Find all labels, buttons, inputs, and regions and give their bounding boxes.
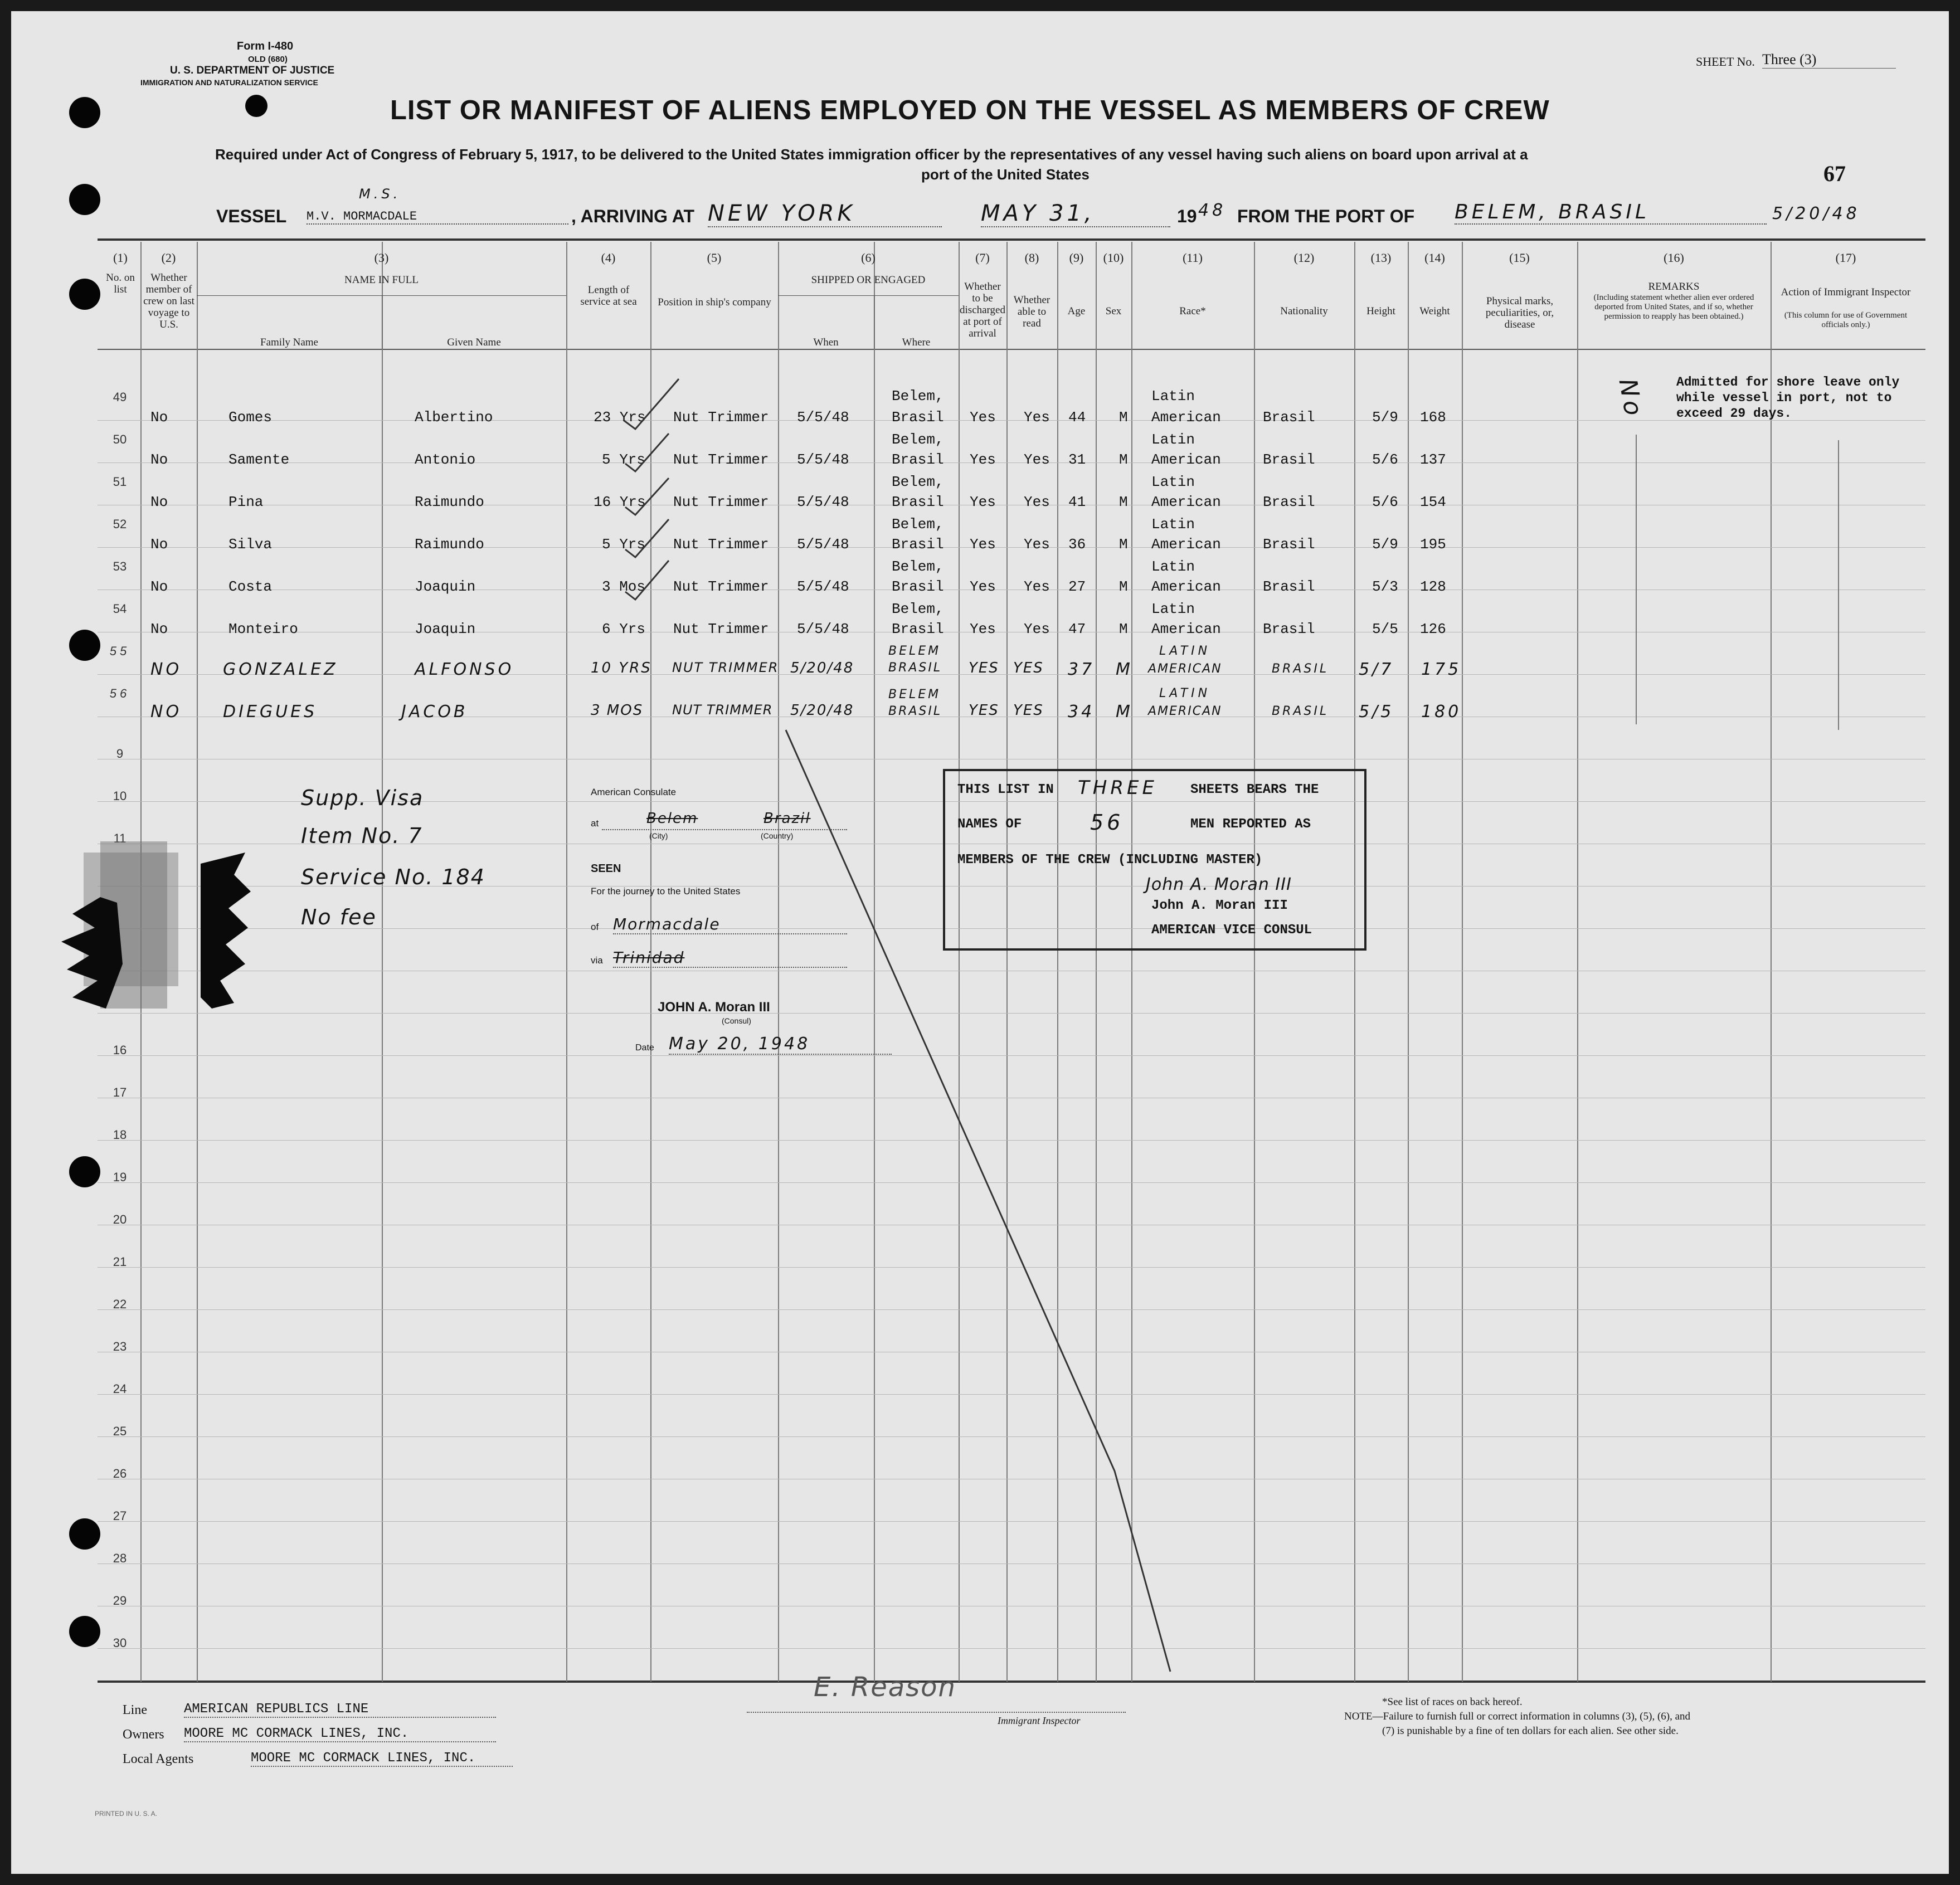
column-header-last-voyage: Whether member of crew on last voyage to U.S. [143,272,194,330]
cell-where: BELEM [888,688,941,702]
row-number: 16 [113,1043,127,1057]
cell-race: Latin [1151,431,1195,448]
cell-given-name: Joaquin [415,621,476,637]
consulate-country-label: (Country) [761,831,794,840]
cell-race: AMERICAN [1148,704,1222,718]
cell-family-name: DIEGUES [223,702,318,722]
remarks-note: (Including statement whether alien ever ordered deported from United States, and if so, whether permission to reapply has been obtained.) [1593,293,1754,321]
row-number: 21 [113,1255,127,1269]
row-number: 11 [113,831,127,845]
cell-given-name: Joaquin [415,578,476,595]
action-ditto-line [1838,440,1839,730]
punch-hole [69,97,100,128]
shipped-subheader-rule [778,295,959,296]
row-rule [98,547,1925,548]
row-number: 22 [113,1297,127,1311]
cell-nationality: Brasil [1263,578,1315,595]
cell-family-name: Monteiro [228,621,298,637]
column-divider [1462,242,1463,1682]
cell-where: BRASIL [888,661,942,675]
row-number: 28 [113,1551,127,1565]
cell-given-name: Albertino [415,409,493,426]
cell-race: AMERICAN [1148,662,1222,676]
footer-agents-value: MOORE MC CORMACK LINES, INC. [251,1751,513,1767]
cell-discharged: Yes [970,536,996,553]
visa-note-line1: Supp. Visa [301,786,424,810]
cell-given-name: Raimundo [415,494,484,510]
consulate-of-label: of [591,922,599,932]
cell-sex: M [1119,409,1128,426]
cell-when: 5/20/48 [790,702,854,719]
from-port: BELEM, BRASIL [1455,201,1767,225]
consul-label: (Consul) [722,1016,751,1025]
row-number: 55 [109,644,130,658]
cell-family-name: Gomes [228,409,273,426]
cell-where: Brasil [892,536,944,553]
certificate-line1-label: THIS LIST IN [957,782,1054,797]
sheet-number: Three (3) [1762,51,1896,69]
cell-position: Nut Trimmer [673,536,769,553]
cell-weight: 128 [1420,578,1446,595]
column-divider [566,242,567,1682]
row-number: 53 [113,559,127,573]
cell-height: 5/5 [1372,621,1398,637]
column-header-service: Length of service at sea [580,284,637,308]
table-top-rule [98,238,1925,241]
certificate-crew-count: 56 [1090,810,1124,835]
cell-when: 5/20/48 [790,660,854,676]
column-number: (5) [707,251,722,265]
cell-sex: M [1116,660,1133,679]
cell-age: 41 [1068,494,1086,510]
cell-race: American [1151,451,1221,468]
footer-agents-label: Local Agents [123,1752,194,1766]
consulate-city-label: (City) [649,831,668,840]
cell-where: Brasil [892,621,944,637]
cell-read: YES [1013,702,1044,719]
column-header-weight: Weight [1419,305,1450,317]
certificate-signer: John A. Moran III [1151,898,1288,913]
remarks-handwritten: No [1613,376,1648,421]
cell-last-voyage: No [150,578,168,595]
page-number: 67 [1823,161,1846,186]
form-title: LIST OR MANIFEST OF ALIENS EMPLOYED ON THE VESSEL AS MEMBERS OF CREW [390,95,1550,125]
form-subtitle-2: port of the United States [921,166,1090,183]
column-header-read: Whether able to read [1013,294,1050,329]
cell-sex: M [1119,621,1128,637]
cell-position: Nut Trimmer [673,621,769,637]
consulate-seen: SEEN [591,863,621,875]
cell-last-voyage: No [150,621,168,637]
column-number: (9) [1069,251,1084,265]
punch-hole [69,184,100,215]
cell-service: 3 Mos [602,578,646,595]
cell-service: 5 Yrs [602,451,646,468]
consulate-via-label: via [591,955,603,966]
consulate-journey: For the journey to the United States [591,886,741,897]
cell-discharged: Yes [970,621,996,637]
cell-where: Belem, [892,601,944,617]
cell-race: LATIN [1159,686,1211,700]
cell-family-name: GONZALEZ [223,660,338,679]
cell-height: 5/9 [1372,536,1398,553]
row-number: 18 [113,1128,127,1142]
column-number: (15) [1509,251,1530,265]
row-number: 19 [113,1170,127,1184]
cell-last-voyage: NO [150,660,182,679]
cell-service: 6 Yrs [602,621,646,637]
cell-service: 10 YRS [591,660,652,676]
column-divider [1354,242,1355,1682]
column-divider [1408,242,1409,1682]
visa-note-line4: No fee [301,905,377,929]
row-number: 9 [116,747,124,761]
footer-note-penalty-2: (7) is punishable by a fine of ten dollars for each alien. See other side. [1382,1725,1679,1737]
column-number: (17) [1835,251,1856,265]
year-prefix: 19 [1177,206,1197,226]
cell-race: American [1151,536,1221,553]
certificate-line2-label: NAMES OF [957,817,1022,832]
cell-family-name: Pina [228,494,264,510]
check-marks [613,368,702,602]
footer-owners-label: Owners [123,1727,164,1742]
row-number: 24 [113,1382,127,1396]
cell-where: Brasil [892,451,944,468]
cell-race: Latin [1151,474,1195,490]
visa-note-line3: Service No. 184 [301,865,485,889]
manifest-sheet [11,11,1949,1874]
cell-when: 5/5/48 [797,621,849,637]
cell-last-voyage: NO [150,702,182,722]
column-number: (4) [601,251,616,265]
certificate-title: AMERICAN VICE CONSUL [1151,923,1312,938]
cell-service: 5 Yrs [602,536,646,553]
cell-nationality: BRASIL [1272,662,1329,676]
cell-age: 36 [1068,536,1086,553]
punch-hole [69,1518,100,1550]
vessel-correction: M.S. [359,186,401,202]
row-number: 51 [113,475,127,489]
row-rule [98,674,1925,675]
from-date: 5/20/48 [1772,204,1860,223]
punch-hole [69,1616,100,1647]
cell-last-voyage: No [150,536,168,553]
cell-read: Yes [1024,451,1050,468]
cell-discharged: Yes [970,494,996,510]
column-header-name: NAME IN FULL [344,274,419,286]
footer-owners-value: MOORE MC CORMACK LINES, INC. [184,1726,496,1742]
cell-discharged: Yes [970,451,996,468]
column-header-remarks: REMARKS [1648,281,1700,293]
cell-weight: 137 [1420,451,1446,468]
column-header-physical-marks: Physical marks, peculiarities, or, disease [1485,295,1554,330]
cell-age: 37 [1068,660,1095,679]
cell-race: LATIN [1159,644,1211,658]
cell-where: Belem, [892,516,944,533]
consulate-at-label: at [591,818,599,829]
cell-sex: M [1119,536,1128,553]
row-number: 49 [113,390,127,404]
cell-discharged: YES [969,660,999,676]
inspector-line [747,1712,1126,1713]
cell-given-name: ALFONSO [415,660,514,679]
punch-hole [69,279,100,310]
column-number: (10) [1103,251,1124,265]
cell-discharged: Yes [970,578,996,595]
consulate-via-value: Trinidad [613,948,847,968]
footer-note-races: *See list of races on back hereof. [1382,1696,1523,1708]
column-header-action: Action of Immigrant Inspector [1781,286,1911,298]
cell-height: 5/7 [1359,660,1394,679]
punch-hole [245,95,268,117]
sheet-label: SHEET No. [1696,55,1755,69]
column-divider [1254,242,1255,1682]
row-number: 56 [109,686,130,700]
cell-age: 47 [1068,621,1086,637]
visa-note-line2: Item No. 7 [301,824,423,848]
inspector-signature: E. Reason [814,1672,956,1703]
column-number: (1) [113,251,128,265]
cell-read: Yes [1024,578,1050,595]
cell-family-name: Silva [228,536,273,553]
cell-where: Belem, [892,388,944,405]
cell-sex: M [1119,494,1128,510]
cell-position: Nut Trimmer [673,451,769,468]
cell-when: 5/5/48 [797,451,849,468]
cell-height: 5/6 [1372,494,1398,510]
cell-race: Latin [1151,558,1195,575]
cell-race: American [1151,494,1221,510]
column-divider [1577,242,1578,1682]
cell-weight: 195 [1420,536,1446,553]
vessel-name: M.V. MORMACDALE [307,210,568,225]
cell-last-voyage: No [150,494,168,510]
cell-nationality: Brasil [1263,621,1315,637]
action-note: (This column for use of Government officials only.) [1784,311,1908,329]
cell-position: Nut Trimmer [673,409,769,426]
cell-age: 31 [1068,451,1086,468]
certificate-line2-tail: MEN REPORTED AS [1190,817,1311,832]
cell-given-name: Raimundo [415,536,484,553]
remarks-ditto-line [1636,435,1637,724]
column-number: (2) [161,251,176,265]
cell-discharged: YES [969,702,999,719]
cell-weight: 168 [1420,409,1446,426]
inspector-label: Immigrant Inspector [998,1715,1081,1726]
cell-height: 5/6 [1372,451,1398,468]
row-number: 23 [113,1340,127,1353]
column-divider [382,242,383,1682]
form-number: Form I-480 [237,40,294,52]
form-old-number: OLD (680) [248,55,288,64]
consulate-line [602,829,847,830]
subheader-given-name: Given Name [447,337,501,348]
row-number: 50 [113,432,127,446]
cell-age: 34 [1068,702,1095,722]
cell-position: Nut Trimmer [673,578,769,595]
cell-when: 5/5/48 [797,578,849,595]
row-number: 17 [113,1085,127,1099]
arriving-label: , ARRIVING AT [571,206,695,226]
certificate-line1-tail: SHEETS BEARS THE [1190,782,1319,797]
cell-where: Brasil [892,409,944,426]
punch-hole [69,630,100,661]
column-divider [1771,242,1772,1682]
vessel-label: VESSEL [216,206,287,226]
subheader-family-name: Family Name [260,337,318,348]
arrival-date: MAY 31, [981,201,1170,227]
cell-read: Yes [1024,494,1050,510]
column-number: (8) [1024,251,1039,265]
row-number: 52 [113,517,127,531]
column-header-discharged: Whether to be discharged at port of arrival [960,281,1005,339]
cell-position: NUT TRIMMER [672,660,779,675]
cell-last-voyage: No [150,409,168,426]
column-header-age: Age [1067,305,1086,317]
consulate-city: Belem [646,810,698,827]
cell-height: 5/5 [1359,702,1394,722]
row-rule [98,462,1925,463]
cell-where: Brasil [892,578,944,595]
cell-height: 5/3 [1372,578,1398,595]
form-subtitle: Required under Act of Congress of February 5, 1917, to be delivered to the United States immigration officer by the representatives of any vessel having such aliens on board upon arrival at a [215,146,1528,163]
cell-race: American [1151,621,1221,637]
subheader-where: Where [902,337,931,348]
cell-weight: 154 [1420,494,1446,510]
fee-stamp-seal [50,830,262,1031]
cell-where: Brasil [892,494,944,510]
cell-read: YES [1013,660,1044,676]
column-header-no-on-list: No. on list [106,272,135,295]
certificate-signature: John A. Moran III [1146,875,1292,894]
column-number: (12) [1293,251,1315,265]
cell-nationality: Brasil [1263,409,1315,426]
column-number: (6) [861,251,876,265]
cell-sex: M [1119,578,1128,595]
cell-nationality: Brasil [1263,451,1315,468]
column-header-position: Position in ship's company [658,296,771,308]
consulate-country: Brazil [763,810,811,827]
cell-height: 5/9 [1372,409,1398,426]
cell-race: Latin [1151,388,1195,405]
cell-nationality: Brasil [1263,536,1315,553]
column-header-sex: Sex [1105,305,1122,317]
cell-family-name: Costa [228,578,273,595]
column-header-race: Race* [1179,305,1206,317]
column-number: (14) [1424,251,1445,265]
row-number: 20 [113,1212,127,1226]
cell-age: 27 [1068,578,1086,595]
row-number: 10 [113,789,127,803]
punch-hole [69,1156,100,1187]
column-number: (3) [374,251,389,265]
service-name: IMMIGRATION AND NATURALIZATION SERVICE [140,78,318,87]
cell-nationality: Brasil [1263,494,1315,510]
shore-leave-stamp: Admitted for shore leave only while vessel in port, not to exceed 29 days. [1676,375,1900,421]
cell-weight: 175 [1421,660,1462,679]
footer-line-label: Line [123,1703,147,1717]
cell-weight: 126 [1420,621,1446,637]
column-number: (7) [975,251,990,265]
column-header-height: Height [1366,305,1395,317]
arriving-port: NEW YORK [708,201,942,227]
column-number: (16) [1664,251,1684,265]
row-number: 54 [113,602,127,616]
cell-discharged: Yes [970,409,996,426]
row-number: 25 [113,1424,127,1438]
cell-last-voyage: No [150,451,168,468]
consulate-header: American Consulate [591,787,677,797]
cell-race: American [1151,409,1221,426]
consulate-of-value: Mormacdale [613,915,847,934]
cell-family-name: Samente [228,451,290,468]
consulate-date-value: May 20, 1948 [669,1034,892,1055]
cell-when: 5/5/48 [797,409,849,426]
cell-age: 44 [1068,409,1086,426]
cell-given-name: JACOB [401,702,468,722]
row-number: 27 [113,1509,127,1523]
certificate-sheet-count: THREE [1078,777,1157,799]
arrival-year: 48 [1198,201,1227,220]
subheader-when: When [813,337,839,348]
footer-line-value: AMERICAN REPUBLICS LINE [184,1702,496,1718]
column-number: (11) [1183,251,1203,265]
row-number: 26 [113,1467,127,1480]
crew-certificate-stamp [943,769,1366,951]
printed-in: PRINTED IN U. S. A. [95,1810,158,1818]
column-header-shipped: SHIPPED OR ENGAGED [811,274,926,286]
consul-name: JOHN A. Moran III [658,1000,770,1015]
cell-sex: M [1119,451,1128,468]
row-number: 30 [113,1636,127,1650]
cell-position: Nut Trimmer [673,494,769,510]
column-header-nationality: Nationality [1280,305,1328,317]
cell-when: 5/5/48 [797,536,849,553]
cell-position: NUT TRIMMER [672,702,773,718]
cell-nationality: BRASIL [1272,704,1329,718]
consulate-date-label: Date [635,1043,654,1053]
cell-service: 23 Yrs [594,409,646,426]
footer-note-penalty: NOTE—Failure to furnish full or correct information in columns (3), (5), (6), and [1344,1711,1691,1722]
cell-race: American [1151,578,1221,595]
cell-service: 3 MOS [591,702,644,719]
cell-service: 16 Yrs [594,494,646,510]
cell-given-name: Antonio [415,451,476,468]
row-rule [98,420,1925,421]
cell-where: Belem, [892,474,944,490]
cell-when: 5/5/48 [797,494,849,510]
row-number: 29 [113,1594,127,1608]
header-bottom-rule [98,349,1925,350]
cell-race: Latin [1151,516,1195,533]
cell-where: Belem, [892,431,944,448]
column-number: (13) [1370,251,1392,265]
department-name: U. S. DEPARTMENT OF JUSTICE [170,65,335,76]
cell-read: Yes [1024,536,1050,553]
cell-where: BELEM [888,644,941,658]
from-port-label: FROM THE PORT OF [1237,206,1415,226]
cell-read: Yes [1024,409,1050,426]
cell-race: Latin [1151,601,1195,617]
cell-where: BRASIL [888,704,942,718]
cell-weight: 180 [1421,702,1462,722]
cell-read: Yes [1024,621,1050,637]
certificate-line3: MEMBERS OF THE CREW (INCLUDING MASTER) [957,853,1263,868]
cell-sex: M [1116,702,1133,722]
cell-where: Belem, [892,558,944,575]
